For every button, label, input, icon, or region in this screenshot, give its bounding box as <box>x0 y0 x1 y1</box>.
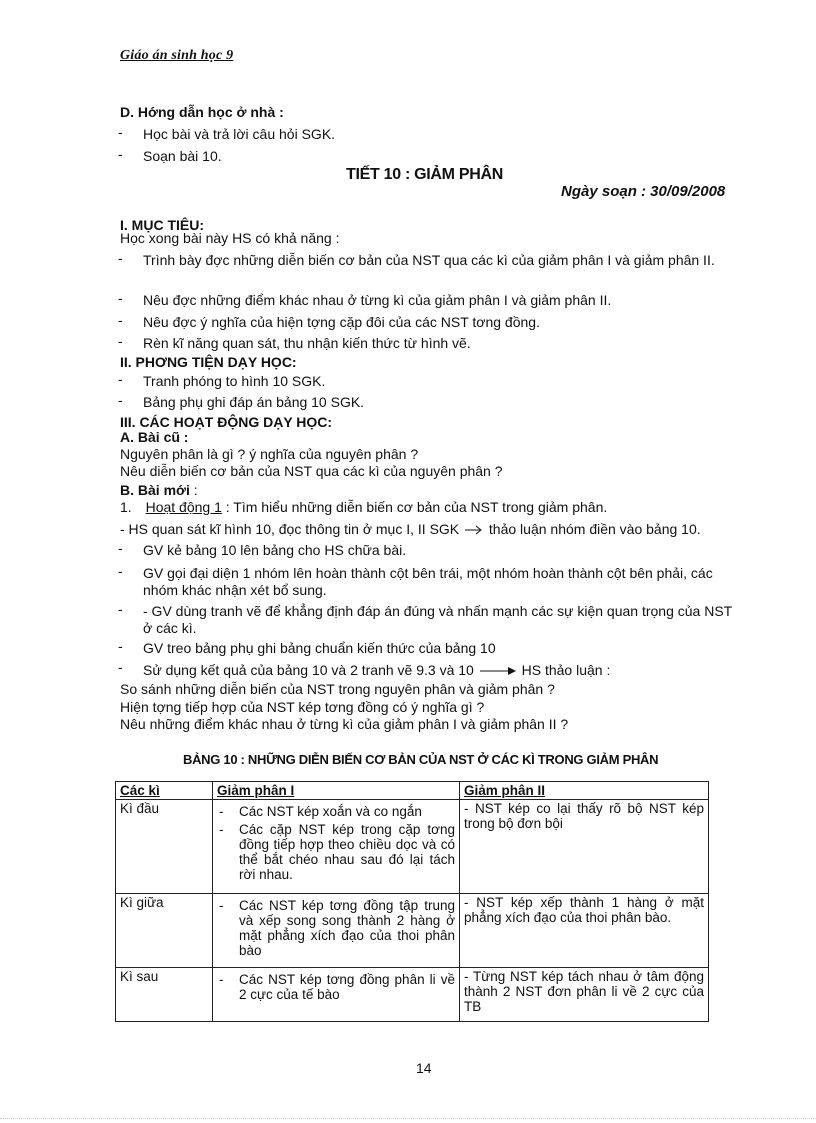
dash: - <box>118 333 123 349</box>
section-d-heading: D. Hớng dẫn học ở nhà : <box>120 104 284 120</box>
list-item: Nêu đợc những điểm khác nhau ở từng kì của giảm phân I và giảm phân II. <box>143 292 612 308</box>
table-header: Giảm phân I <box>213 782 460 800</box>
bai-cu-question: Nêu diễn biến cơ bản của NST qua các kì của nguyên phân ? <box>120 463 503 479</box>
dash: - <box>118 124 123 140</box>
hd1-number: 1. <box>120 499 132 515</box>
table-title: BẢNG 10 : NHỮNG DIỄN BIẾN CƠ BẢN CỦA NST Ở CÁC KÌ TRONG GIẢM PHÂN <box>183 752 659 767</box>
dash: - <box>118 312 123 328</box>
arrow-icon <box>463 525 485 535</box>
hd1-label: Hoạt động 1 <box>145 499 222 515</box>
list-item <box>217 822 455 882</box>
bai-moi-label <box>120 482 198 498</box>
bai-cu-question: Nguyên phân là gì ? ý nghĩa của nguyên phân ? <box>120 446 419 462</box>
list-item <box>217 804 455 819</box>
gp2-cell: - NST kép co lại thấy rõ bộ NST kép trong bộ đơn bội <box>460 800 709 894</box>
use-before: Sử dụng kết quả của bảng 10 và 2 tranh vẽ 9.3 và 10 <box>143 662 474 678</box>
dash: - <box>118 392 123 408</box>
dash: - <box>219 822 224 837</box>
question-line: So sánh những diễn biến của NST trong nguyên phân và giảm phân ? <box>120 681 555 697</box>
bai-cu-label: A. Bài cũ : <box>120 429 189 445</box>
gp2-cell: - NST kép xếp thành 1 hàng ở mặt phẳng xích đạo của thoi phân bào. <box>460 894 709 968</box>
cell-text: Các NST kép xoắn và co ngắn <box>239 804 422 819</box>
bai-moi-colon: : <box>189 482 198 498</box>
page-header: Giáo án sinh học 9 <box>120 48 234 63</box>
question-line: Nêu những điểm khác nhau ở từng kì của giảm phân I và giảm phân II ? <box>120 716 569 732</box>
muc-tieu-intro: Học xong bài này HS có khả năng : <box>120 230 340 246</box>
list-item <box>217 972 455 1002</box>
list-item: Rèn kĩ năng quan sát, thu nhận kiến thức từ hình vẽ. <box>143 335 471 351</box>
lesson-title: TIẾT 10 : GIẢM PHÂN <box>346 166 503 183</box>
list-item: Soạn bài 10. <box>143 148 222 164</box>
observe-after: thảo luận nhóm điền vào bảng 10. <box>488 521 701 537</box>
muc-tieu-heading: I. MỤC TIÊU: <box>120 217 204 233</box>
list-item: Trình bày đợc những diễn biến cơ bản của NST qua các kì của giảm phân I và giảm phân II. <box>143 252 715 268</box>
use-after: HS thảo luận : <box>521 662 611 678</box>
gp2-cell: - Từng NST kép tách nhau ở tâm động thành 2 NST đơn phân li về 2 cực của TB <box>460 968 709 1022</box>
phase-table <box>115 781 709 1022</box>
hd1-text: : Tìm hiểu những diễn biến cơ bản của NST trong giảm phân. <box>221 499 608 515</box>
table-row <box>116 894 709 968</box>
cell-text: Các cặp NST kép trong cặp tơng đồng tiếp hợp theo chiều dọc và có thể bắt chéo nhau sau đó lại tách rời nhau. <box>239 822 455 882</box>
gp1-cell <box>213 800 460 894</box>
question-line: Hiện tợng tiếp hợp của NST kép tơng đồng có ý nghĩa gì ? <box>120 699 485 715</box>
list-item: Học bài và trả lời câu hỏi SGK. <box>143 126 336 142</box>
list-item: GV treo bảng phụ ghi bảng chuẩn kiến thức của bảng 10 <box>143 640 496 656</box>
arrow-icon <box>478 666 518 676</box>
phase-cell: Kì sau <box>116 968 213 1022</box>
list-item: - GV dùng tranh vẽ để khẳng định đáp án đúng và nhấn mạnh các sự kiện quan trọng của NST ở các kì. <box>143 603 732 636</box>
dash: - <box>118 601 123 617</box>
dash: - <box>118 250 123 266</box>
list-item: Nêu đợc ý nghĩa của hiện tợng cặp đôi của các NST tơng đồng. <box>143 314 540 330</box>
dash: - <box>118 659 123 675</box>
gp1-cell <box>213 968 460 1022</box>
table-header-row <box>116 782 709 800</box>
use-line <box>143 662 733 679</box>
dash: - <box>219 804 224 819</box>
dash: - <box>219 972 224 987</box>
dash: - <box>118 638 123 654</box>
list-item: GV kẻ bảng 10 lên bảng cho HS chữa bài. <box>143 542 407 558</box>
dash: - <box>118 290 123 306</box>
dash: - <box>118 371 123 387</box>
bai-moi-text: B. Bài mới <box>120 482 190 498</box>
bottom-divider <box>0 1118 816 1119</box>
page-number: 14 <box>416 1060 432 1076</box>
list-item: Tranh phóng to hình 10 SGK. <box>143 373 326 389</box>
lesson-date: Ngày soạn : 30/09/2008 <box>561 183 726 200</box>
dash: - <box>118 540 123 556</box>
table-header: Các kì <box>116 782 213 800</box>
phase-cell: Kì đầu <box>116 800 213 894</box>
dash: - <box>118 146 123 162</box>
dash: - <box>219 898 224 913</box>
hoat-dong-1-line <box>120 499 607 515</box>
table-row <box>116 800 709 894</box>
cell-text: Các NST kép tơng đồng tập trung và xếp song song thành 2 hàng ở mặt phẳng xích đạo của thoi phân bào <box>239 898 455 958</box>
table-header: Giảm phân II <box>460 782 709 800</box>
phase-cell: Kì giữa <box>116 894 213 968</box>
gp1-cell <box>213 894 460 968</box>
table-row <box>116 968 709 1022</box>
cell-text: Các NST kép tơng đồng phân li về 2 cực của tế bào <box>239 972 455 1002</box>
hoat-dong-heading: III. CÁC HOẠT ĐỘNG DẠY HỌC: <box>120 414 333 430</box>
list-item: GV gọi đại diện 1 nhóm lên hoàn thành cột bên trái, một nhóm hoàn thành cột bên phải, các nhóm khác nhận xét bổ sung. <box>143 565 713 598</box>
phuong-tien-heading: II. PHƠNG TIỆN DẠY HỌC: <box>120 354 297 370</box>
list-item <box>217 898 455 958</box>
observe-line <box>120 521 701 537</box>
observe-before: - HS quan sát kĩ hình 10, đọc thông tin ở mục I, II SGK <box>120 521 460 537</box>
list-item: Bảng phụ ghi đáp án bảng 10 SGK. <box>143 394 365 410</box>
dash: - <box>118 563 123 579</box>
